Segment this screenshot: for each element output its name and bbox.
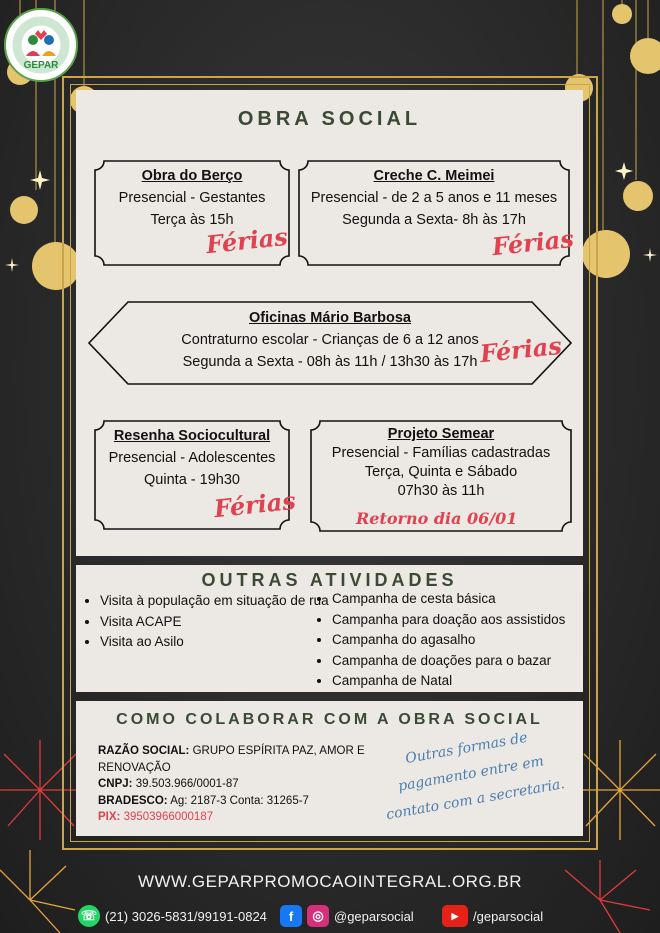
youtube-text: /geparsocial (473, 908, 544, 924)
razao-label: RAZÃO SOCIAL: (98, 745, 190, 757)
ornament-ball (10, 196, 38, 224)
phone-contact[interactable] (78, 905, 267, 927)
card-line: Contraturno escolar - Crianças de 6 a 12 anos (181, 332, 479, 348)
youtube-icon: ▶ (442, 905, 468, 927)
outras-atividades-title: OUTRAS ATIVIDADES (201, 570, 458, 590)
card-heading: Resenha Sociocultural (113, 428, 271, 444)
card-line: Presencial - Gestantes (118, 190, 266, 206)
card-heading: Oficinas Mário Barbosa (249, 310, 411, 326)
card-obra-do-berco (94, 160, 290, 266)
website-url[interactable]: WWW.GEPARPROMOCAOINTEGRAL.ORG.BR (137, 872, 523, 891)
instagram-icon: ◎ (307, 905, 329, 927)
colaborar-panel (76, 701, 583, 836)
list-item: • Campanha de Natal (332, 671, 607, 692)
card-line: Segunda a Sexta - 08h às 11h / 13h30 às 17h (182, 354, 478, 370)
sparkle-star (30, 170, 50, 190)
facebook-icon: f (280, 905, 302, 927)
card-creche-meimei (298, 160, 576, 266)
card-oficinas-mario-barbosa (88, 301, 572, 385)
banco-label: BRADESCO: (98, 794, 168, 807)
card-line: Quinta - 19h30 (144, 472, 240, 488)
whatsapp-icon: ☏ (78, 905, 100, 927)
card-heading: Creche C. Meimei (373, 168, 495, 184)
sparkle-star (615, 162, 633, 180)
card-line: Presencial - Adolescentes (108, 450, 276, 466)
outras-atividades-panel (76, 565, 583, 692)
card-line: 07h30 às 11h (397, 483, 485, 499)
card-line: Terça às 15h (150, 212, 234, 228)
ferias-stamp: Férias (478, 330, 564, 369)
ornament-ball (623, 181, 653, 211)
card-heading: Obra do Berço (141, 168, 243, 184)
list-item: • Campanha de cesta básica (332, 589, 607, 610)
social-contact[interactable] (280, 905, 414, 927)
payment-note: Outras formas de pagamento entre em contato com a secretaria. (385, 729, 566, 824)
card-heading: Projeto Semear (387, 426, 495, 442)
list-item: • Campanha do agasalho (332, 630, 607, 651)
bank-details (98, 743, 398, 826)
cnpj-label: CNPJ: (98, 778, 133, 790)
list-item: • Campanha de doações para o bazar (332, 651, 607, 672)
card-resenha-sociocultural (94, 420, 298, 530)
list-item: • Visita ao Asilo (100, 632, 330, 653)
list-item: • Visita à população em situação de rua (100, 591, 330, 612)
ornament-ball (630, 38, 660, 74)
pix-value: 39503966000187 (123, 811, 214, 823)
outras-right-list (310, 589, 607, 692)
logo-name: GEPAR (23, 60, 59, 71)
ferias-stamp: Férias (490, 223, 576, 262)
cnpj-value: 39.503.966/0001-87 (135, 778, 239, 790)
ferias-stamp: Férias (212, 485, 298, 524)
obra-social-title: OBRA SOCIAL (237, 108, 422, 130)
obra-social-panel (76, 90, 583, 556)
banco-value: Ag: 2187-3 Conta: 31265-7 (170, 794, 309, 807)
razao-value: GRUPO ESPÍRITA PAZ, AMOR E RENOVAÇÃO (98, 745, 365, 774)
youtube-contact[interactable] (442, 905, 543, 927)
social-text: @geparsocial (334, 908, 414, 924)
phone-text: (21) 3026-5831/99191-0824 (105, 908, 267, 924)
card-line: Presencial - Famílias cadastradas (331, 445, 551, 461)
gepar-logo (4, 8, 78, 82)
list-item: • Campanha para doação aos assistidos (332, 610, 607, 631)
card-line: Segunda a Sexta- 8h às 17h (342, 212, 526, 228)
ferias-stamp: Férias (204, 221, 290, 260)
sparkle-star (643, 248, 657, 262)
card-projeto-semear (310, 420, 572, 532)
card-line: Presencial - de 2 a 5 anos e 11 meses (310, 190, 558, 206)
list-item: • Visita ACAPE (100, 612, 330, 633)
retorno-stamp: Retorno dia 06/01 (356, 509, 518, 528)
ornament-ball (612, 4, 632, 24)
outras-left-list (78, 591, 330, 653)
footer-contacts (78, 905, 660, 929)
card-line: Terça, Quinta e Sábado (364, 464, 518, 480)
pix-label: PIX: (98, 811, 121, 823)
sparkle-star (5, 258, 19, 272)
colaborar-title: COMO COLABORAR COM A OBRA SOCIAL (116, 711, 543, 728)
